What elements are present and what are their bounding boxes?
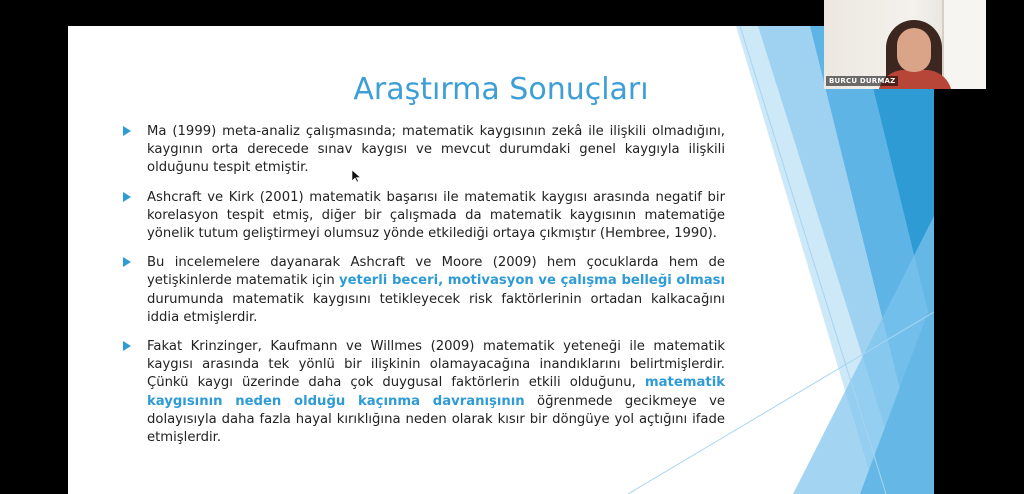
bullet-text: Ma (1999) meta-analiz çalışmasında; matematik kaygısının zekâ ile ilişkili olmadığını, kaygının orta derecede sınav kaygısı ve mevcut durumdaki genel kaygıyla ilişkili olduğunu tespit etmiştir.	[147, 124, 725, 176]
bullet-text: durumunda matematik kaygısını tetikleyecek risk faktörlerinin ortadan kalkacağını iddia etmişlerdir.	[147, 291, 725, 325]
bullet-arrow-icon	[123, 257, 131, 267]
bullet-text: Bu incelemelere dayanarak Ashcraft ve Moore (2009) hem çocuklarda hem de yetişkinlerde matematik için	[147, 255, 725, 289]
mouse-cursor-icon	[352, 170, 361, 183]
bullet-highlight: matematik kaygısının neden olduğu kaçınma davranışının	[147, 375, 725, 409]
bullet-highlight: yeterli beceri, motivasyon ve çalışma belleği olması	[338, 273, 726, 289]
bullet-text: öğrenmede gecikmeye ve dolayısıyla daha fazla hayal kırıklığına neden olarak kısır bir döngüye yol açtığını ifade etmişlerdir.	[147, 393, 725, 446]
slide-title: Araştırma Sonuçları	[353, 72, 649, 107]
presentation-slide	[68, 26, 934, 494]
list-item	[120, 338, 725, 447]
bullet-arrow-icon	[123, 126, 131, 136]
bullet-arrow-icon	[123, 341, 131, 351]
video-background-door	[942, 0, 986, 89]
list-item	[120, 123, 725, 178]
participant-video-tile[interactable]	[824, 0, 986, 89]
bullet-text: Ashcraft ve Kirk (2001) matematik başarısı ile matematik kaygısı arasında negatif bir korelasyon tespit etmiş, diğer bir çalışmada da matematik kaygısının matematiğe yönelik tutum geliştirmeyi olumsuz yönde etkilediği ortaya çıkmıştır (Hembree, 1990).	[147, 189, 725, 242]
participant-name-label: BURCU DURMAZ	[826, 76, 898, 86]
participant-face	[897, 28, 931, 72]
bullet-list	[120, 123, 725, 458]
list-item	[120, 189, 725, 244]
list-item	[120, 254, 725, 327]
bullet-arrow-icon	[123, 192, 131, 202]
bullet-text: Fakat Krinzinger, Kaufmann ve Willmes (2009) matematik yeteneği ile matematik kaygısı arasında tek yönlü bir ilişkinin olamayacağına inandıklarını belirtmişlerdir. Çünkü kaygı üzerinde daha çok duygusal faktörlerin etkili olduğunu,	[147, 339, 725, 391]
